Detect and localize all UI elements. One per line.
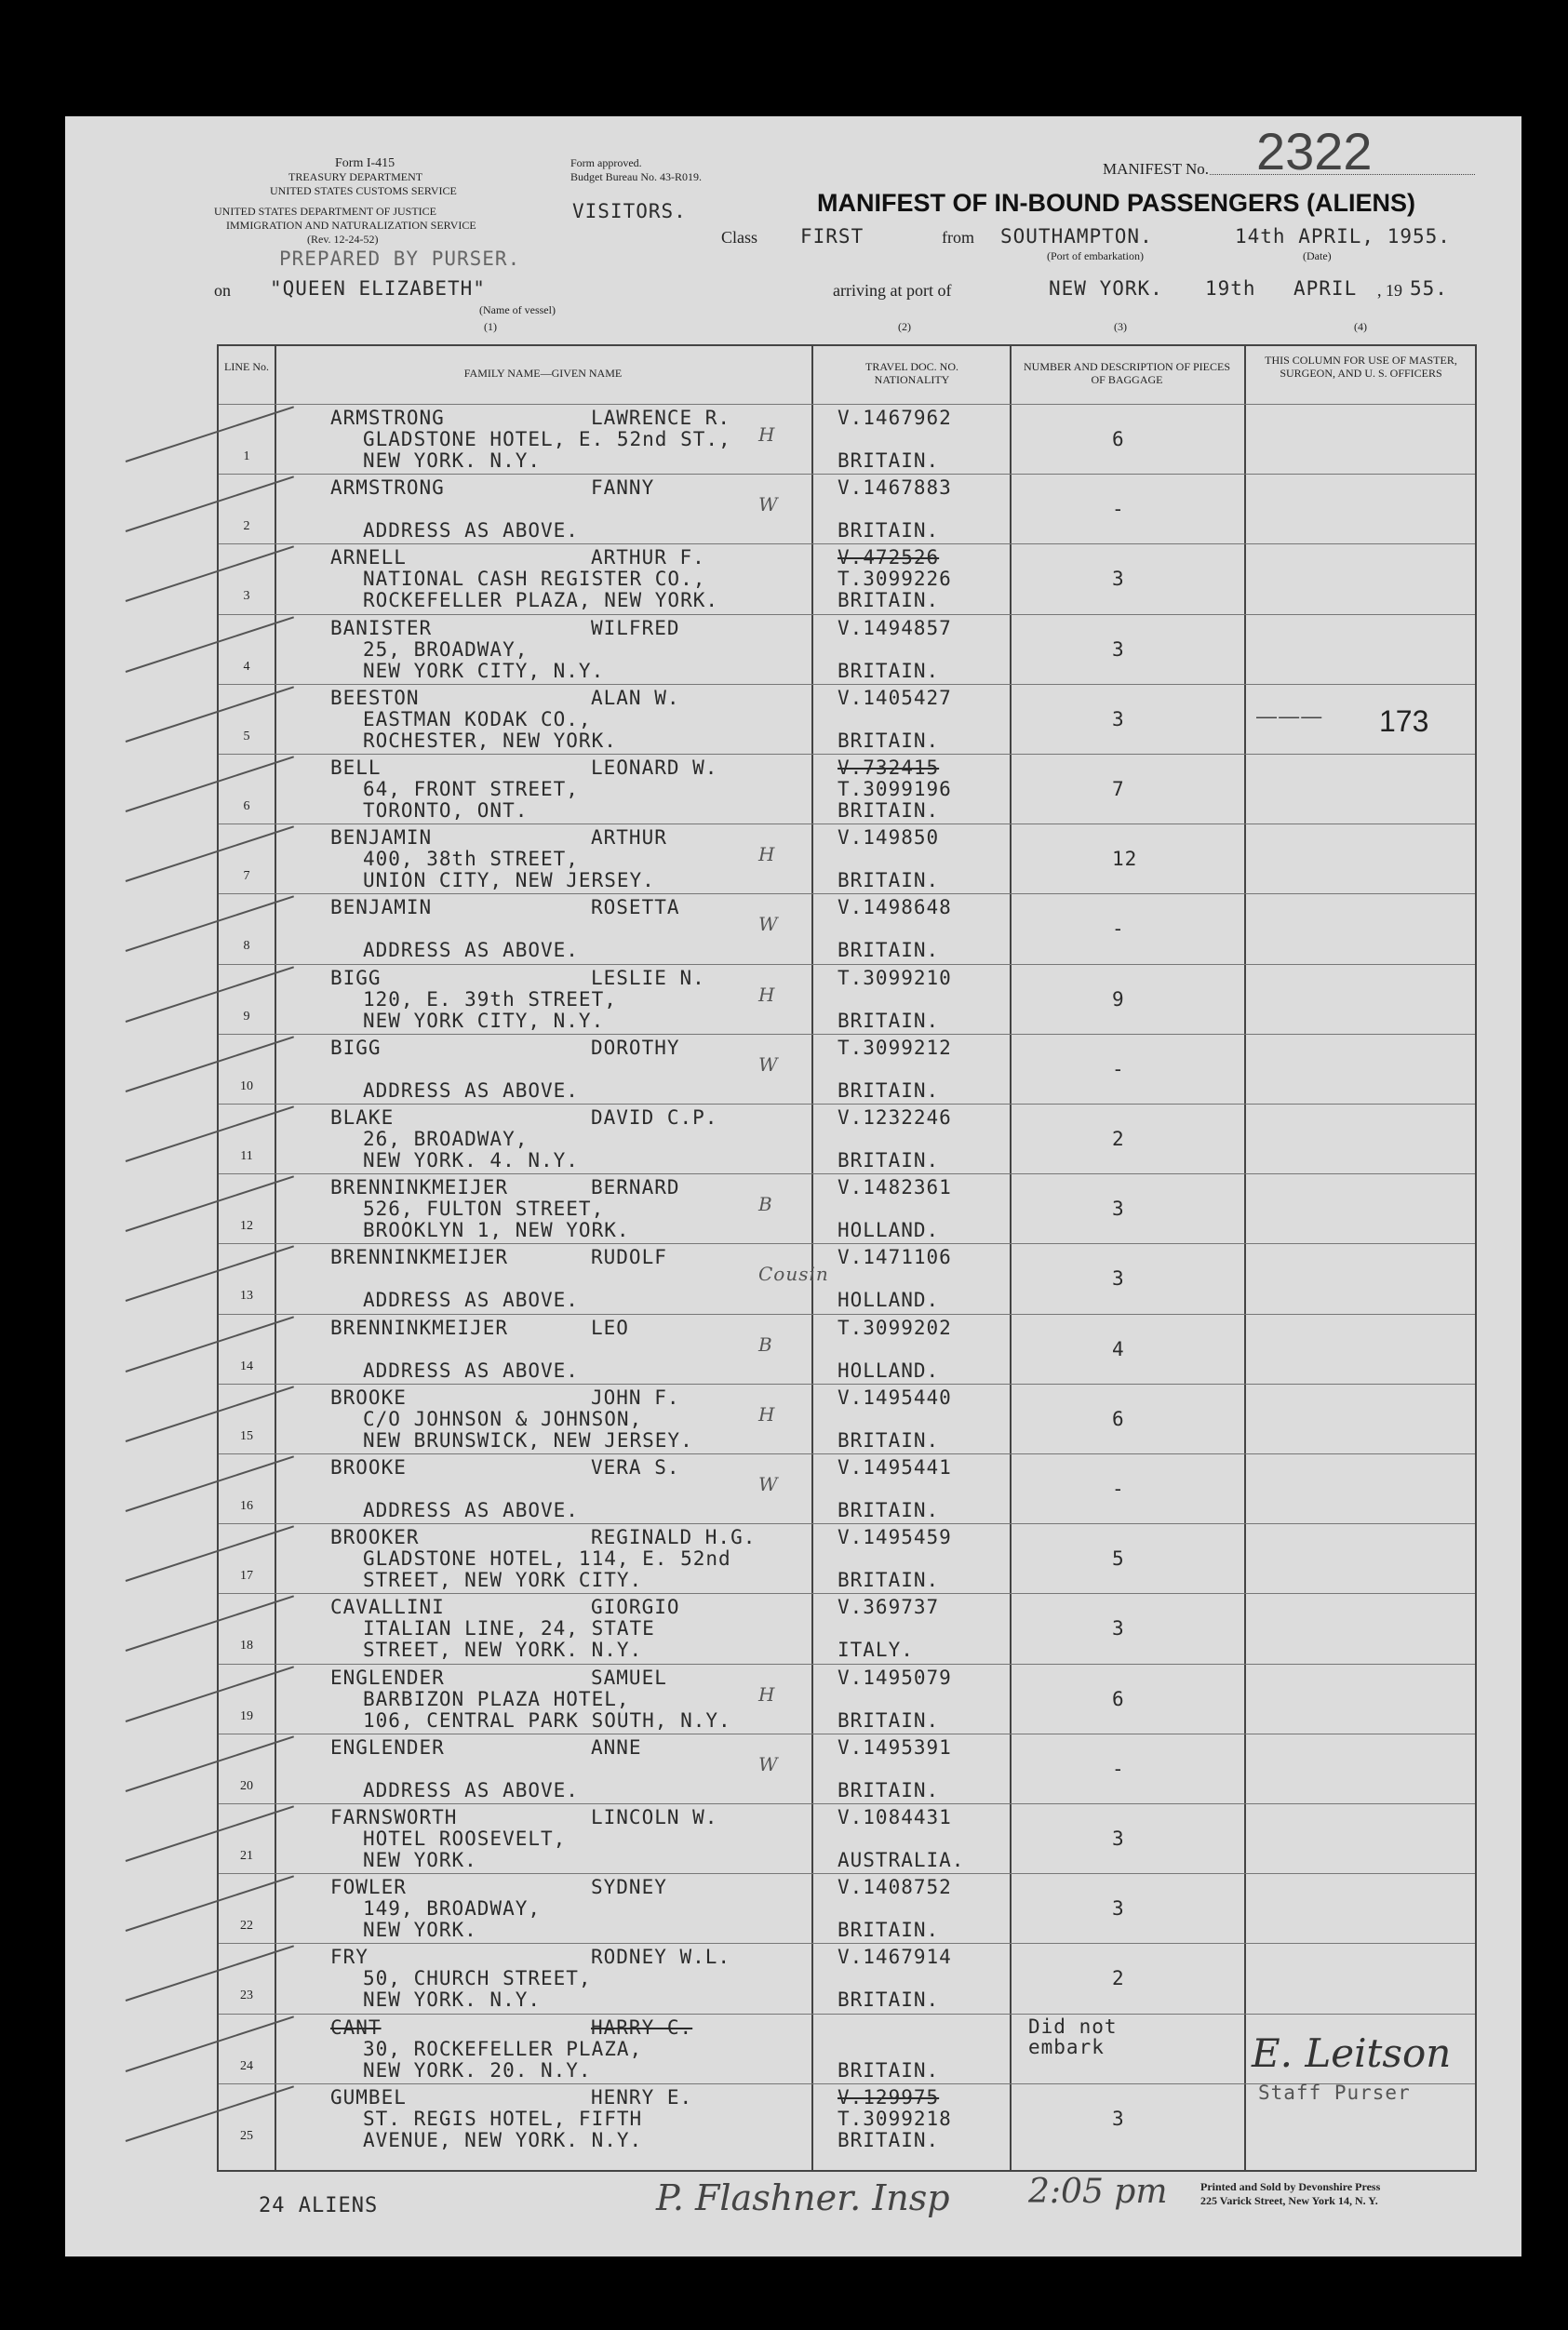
line-number: 7 bbox=[243, 869, 250, 884]
line-number: 6 bbox=[243, 799, 250, 813]
given-name: HENRY E. bbox=[591, 2085, 693, 2109]
dept-immigration: IMMIGRATION AND NATURALIZATION SERVICE bbox=[226, 219, 476, 232]
nationality: HOLLAND. bbox=[838, 1289, 940, 1312]
line-number: 24 bbox=[240, 2058, 253, 2073]
given-name: FANNY bbox=[591, 476, 655, 500]
handwritten-note: B bbox=[758, 1332, 773, 1356]
travel-doc-1: V.1495440 bbox=[838, 1386, 952, 1409]
family-name: BROOKE bbox=[330, 1386, 407, 1409]
arrival-day: 19th bbox=[1205, 277, 1256, 300]
nationality: BRITAIN. bbox=[838, 659, 940, 682]
col-num-4: (4) bbox=[1354, 320, 1367, 333]
arriving-label: arriving at port of bbox=[833, 281, 952, 300]
family-name: BENJAMIN bbox=[330, 896, 433, 919]
nationality: BRITAIN. bbox=[838, 1569, 940, 1592]
address-line-2: ADDRESS AS ABOVE. bbox=[363, 1289, 579, 1312]
dept-customs: UNITED STATES CUSTOMS SERVICE bbox=[270, 184, 457, 197]
address-line-2: ADDRESS AS ABOVE. bbox=[363, 519, 579, 542]
manifest-number: 2322 bbox=[1256, 122, 1373, 181]
handwritten-note: Cousin bbox=[758, 1263, 829, 1286]
inspector-signature: P. Flashner. Insp bbox=[656, 2177, 950, 2218]
table-row bbox=[219, 754, 1475, 824]
given-name: WILFRED bbox=[591, 616, 680, 639]
given-name: SAMUEL bbox=[591, 1666, 667, 1689]
table-row bbox=[219, 964, 1475, 1035]
line-number: 21 bbox=[240, 1849, 253, 1863]
table-row bbox=[219, 1453, 1475, 1524]
given-name: GIORGIO bbox=[591, 1596, 680, 1619]
baggage-count: 2 bbox=[1112, 1128, 1125, 1150]
family-name: BANISTER bbox=[330, 616, 433, 639]
address-line-1: C/O JOHNSON & JOHNSON, bbox=[363, 1407, 643, 1430]
nationality: BRITAIN. bbox=[838, 1778, 940, 1801]
given-name: DAVID C.P. bbox=[591, 1106, 718, 1129]
address-line-2: ROCKEFELLER PLAZA, NEW YORK. bbox=[363, 589, 719, 612]
table-row bbox=[219, 1803, 1475, 1874]
form-approved: Form approved. bbox=[570, 156, 642, 169]
handwritten-note: H bbox=[758, 983, 776, 1006]
nationality: BRITAIN. bbox=[838, 799, 940, 822]
address-line-2: TORONTO, ONT. bbox=[363, 799, 529, 822]
class-label: Class bbox=[721, 228, 758, 247]
address-line-1: GLADSTONE HOTEL, 114, E. 52nd bbox=[363, 1547, 731, 1571]
address-line-2: ADDRESS AS ABOVE. bbox=[363, 1778, 579, 1801]
baggage-count: 6 bbox=[1112, 1407, 1125, 1430]
nationality: BRITAIN. bbox=[838, 2058, 940, 2082]
travel-doc-2: T.3099226 bbox=[838, 568, 952, 591]
travel-doc-1: V.472526 bbox=[838, 546, 940, 569]
arrival-year: 55. bbox=[1410, 277, 1448, 300]
handwritten-note: W bbox=[758, 913, 779, 936]
family-name: CANT bbox=[330, 2015, 382, 2039]
address-line-2: ADDRESS AS ABOVE. bbox=[363, 1078, 579, 1102]
baggage-count: 12 bbox=[1112, 848, 1138, 871]
line-number: 16 bbox=[240, 1499, 253, 1513]
embarkation-date: 14th APRIL, 1955. bbox=[1235, 225, 1451, 248]
address-line-2: ADDRESS AS ABOVE. bbox=[363, 1359, 579, 1382]
address-line-2: ADDRESS AS ABOVE. bbox=[363, 939, 579, 962]
table-row bbox=[219, 1034, 1475, 1105]
baggage-count: 9 bbox=[1112, 987, 1125, 1011]
nationality: ITALY. bbox=[838, 1639, 914, 1662]
address-line-2: NEW YORK CITY, N.Y. bbox=[363, 659, 605, 682]
given-name: ARTHUR bbox=[591, 826, 667, 850]
header-travel-doc: TRAVEL DOC. NO. NATIONALITY bbox=[864, 360, 958, 386]
travel-doc-1: V.1471106 bbox=[838, 1246, 952, 1269]
nationality: BRITAIN. bbox=[838, 1009, 940, 1032]
line-number: 23 bbox=[240, 1989, 253, 2003]
header-name: FAMILY NAME—GIVEN NAME bbox=[463, 367, 623, 380]
travel-doc-1: T.3099212 bbox=[838, 1036, 952, 1059]
travel-doc-1: V.1494857 bbox=[838, 616, 952, 639]
address-line-1: HOTEL ROOSEVELT, bbox=[363, 1828, 567, 1850]
form-revision: (Rev. 12-24-52) bbox=[307, 233, 379, 246]
form-number: Form I-415 bbox=[335, 156, 395, 170]
table-row bbox=[219, 1173, 1475, 1244]
arrival-year-prefix: , 19 bbox=[1377, 281, 1402, 300]
line-number: 5 bbox=[243, 729, 250, 743]
table-row bbox=[219, 1243, 1475, 1314]
address-line-1: 50, CHURCH STREET, bbox=[363, 1967, 592, 1990]
nationality: BRITAIN. bbox=[838, 1078, 940, 1102]
family-name: BROOKE bbox=[330, 1456, 407, 1479]
printer-line-1: Printed and Sold by Devonshire Press bbox=[1200, 2180, 1381, 2193]
line-number: 9 bbox=[243, 1009, 250, 1024]
handwritten-note: B bbox=[758, 1193, 773, 1216]
officer-mark: 173 bbox=[1379, 704, 1429, 738]
nationality: HOLLAND. bbox=[838, 1359, 940, 1382]
travel-doc-1: V.1467883 bbox=[838, 476, 952, 500]
nationality: BRITAIN. bbox=[838, 589, 940, 612]
handwritten-note: H bbox=[758, 423, 776, 446]
given-name: LAWRENCE R. bbox=[591, 407, 731, 429]
on-label: on bbox=[214, 281, 231, 300]
nationality: BRITAIN. bbox=[838, 1989, 940, 2012]
table-row bbox=[219, 1873, 1475, 1944]
family-name: BIGG bbox=[330, 1036, 382, 1059]
line-number: 1 bbox=[243, 449, 250, 463]
line-number: 15 bbox=[240, 1428, 253, 1443]
travel-doc-1: V.129975 bbox=[838, 2085, 940, 2109]
address-line-2: STREET, NEW YORK. N.Y. bbox=[363, 1639, 643, 1662]
arrival-month: APRIL bbox=[1293, 277, 1358, 300]
line-number: 10 bbox=[240, 1078, 253, 1093]
header-line-no: LINE No. bbox=[224, 360, 269, 373]
travel-doc-1: T.3099210 bbox=[838, 966, 952, 989]
given-name: BERNARD bbox=[591, 1176, 680, 1199]
family-name: ARMSTRONG bbox=[330, 476, 445, 500]
travel-doc-1: V.1495441 bbox=[838, 1456, 952, 1479]
baggage-count: - bbox=[1112, 498, 1125, 521]
dept-treasury: TREASURY DEPARTMENT bbox=[288, 170, 423, 183]
travel-doc-1: V.1232246 bbox=[838, 1106, 952, 1129]
family-name: BENJAMIN bbox=[330, 826, 433, 850]
baggage-count: 3 bbox=[1112, 2107, 1125, 2130]
nationality: BRITAIN. bbox=[838, 939, 940, 962]
nationality: BRITAIN. bbox=[838, 449, 940, 472]
passenger-table bbox=[217, 344, 1477, 2172]
nationality: BRITAIN. bbox=[838, 1919, 940, 1942]
handwritten-note: H bbox=[758, 843, 776, 866]
given-name: ALAN W. bbox=[591, 686, 680, 709]
nationality: AUSTRALIA. bbox=[838, 1849, 965, 1871]
table-row bbox=[219, 1314, 1475, 1385]
given-name: VERA S. bbox=[591, 1456, 680, 1479]
nationality: BRITAIN. bbox=[838, 1499, 940, 1521]
baggage-count: 2 bbox=[1112, 1967, 1125, 1990]
embarkation-port: SOUTHAMPTON. bbox=[1000, 225, 1153, 248]
address-line-2: NEW YORK. bbox=[363, 1919, 477, 1942]
travel-doc-1: V.369737 bbox=[838, 1596, 940, 1619]
address-line-2: NEW YORK. 4. N.Y. bbox=[363, 1149, 579, 1172]
address-line-2: 106, CENTRAL PARK SOUTH, N.Y. bbox=[363, 1708, 731, 1732]
travel-doc-1: V.732415 bbox=[838, 757, 940, 779]
handwritten-note: W bbox=[758, 493, 779, 516]
baggage-count: 7 bbox=[1112, 778, 1125, 800]
address-line-1: 526, FULTON STREET, bbox=[363, 1198, 605, 1221]
family-name: BRENNINKMEIJER bbox=[330, 1316, 509, 1339]
address-line-2: NEW YORK. bbox=[363, 1849, 477, 1871]
line-number: 12 bbox=[240, 1219, 253, 1234]
travel-doc-1: V.1467962 bbox=[838, 407, 952, 429]
given-name: SYDNEY bbox=[591, 1876, 667, 1899]
given-name: DOROTHY bbox=[591, 1036, 680, 1059]
baggage-count: 3 bbox=[1112, 1828, 1125, 1850]
class-value: FIRST bbox=[800, 225, 864, 248]
family-name: BEESTON bbox=[330, 686, 420, 709]
address-line-1: 26, BROADWAY, bbox=[363, 1128, 529, 1150]
table-row bbox=[219, 824, 1475, 894]
family-name: BRENNINKMEIJER bbox=[330, 1246, 509, 1269]
travel-doc-1: V.1482361 bbox=[838, 1176, 952, 1199]
vessel-name: "QUEEN ELIZABETH" bbox=[270, 277, 486, 300]
baggage-count: Did not embark bbox=[1028, 2015, 1118, 2058]
address-line-1: 120, E. 39th STREET, bbox=[363, 987, 617, 1011]
address-line-1: BARBIZON PLAZA HOTEL, bbox=[363, 1687, 630, 1710]
address-line-1: 400, 38th STREET, bbox=[363, 848, 579, 871]
line-number: 4 bbox=[243, 659, 250, 674]
page-title: MANIFEST OF IN-BOUND PASSENGERS (ALIENS) bbox=[817, 189, 1416, 217]
baggage-count: 6 bbox=[1112, 1687, 1125, 1710]
family-name: BIGG bbox=[330, 966, 382, 989]
nationality: BRITAIN. bbox=[838, 1708, 940, 1732]
line-number: 11 bbox=[240, 1149, 253, 1163]
date-caption: (Date) bbox=[1303, 249, 1332, 262]
family-name: ENGLENDER bbox=[330, 1666, 445, 1689]
travel-doc-1: V.149850 bbox=[838, 826, 940, 850]
address-line-2: NEW YORK. 20. N.Y. bbox=[363, 2058, 592, 2082]
port-embarkation-caption: (Port of embarkation) bbox=[1047, 249, 1144, 262]
purser-title: Staff Purser bbox=[1258, 2082, 1411, 2104]
vessel-caption: (Name of vessel) bbox=[479, 303, 556, 316]
purser-signature: E. Leitson bbox=[1252, 2030, 1452, 2076]
line-number: 22 bbox=[240, 1919, 253, 1934]
travel-doc-1: V.1408752 bbox=[838, 1876, 952, 1899]
arrival-port: NEW YORK. bbox=[1049, 277, 1163, 300]
family-name: ARNELL bbox=[330, 546, 407, 569]
header-officers: THIS COLUMN FOR USE OF MASTER, SURGEON, AND U. S. OFFICERS bbox=[1265, 354, 1457, 380]
table-row bbox=[219, 543, 1475, 614]
officer-stamp-marks: — — — bbox=[1256, 704, 1320, 728]
manifest-number-line bbox=[1210, 174, 1475, 176]
address-line-2: NEW YORK. N.Y. bbox=[363, 1989, 542, 2012]
header-baggage: NUMBER AND DESCRIPTION OF PIECES OF BAGGAGE bbox=[1023, 360, 1231, 386]
given-name: LEONARD W. bbox=[591, 757, 718, 779]
baggage-count: 3 bbox=[1112, 1198, 1125, 1221]
family-name: BRENNINKMEIJER bbox=[330, 1176, 509, 1199]
baggage-count: - bbox=[1112, 1478, 1125, 1500]
address-line-2: AVENUE, NEW YORK. N.Y. bbox=[363, 2128, 643, 2151]
given-name: REGINALD H.G. bbox=[591, 1526, 757, 1549]
address-line-1: EASTMAN KODAK CO., bbox=[363, 707, 592, 730]
manifest-number-label: MANIFEST No. bbox=[1103, 160, 1209, 178]
col-num-1: (1) bbox=[484, 320, 497, 333]
family-name: FARNSWORTH bbox=[330, 1806, 458, 1828]
family-name: CAVALLINI bbox=[330, 1596, 445, 1619]
handwritten-note: H bbox=[758, 1402, 776, 1426]
given-name: ROSETTA bbox=[591, 896, 680, 919]
nationality: BRITAIN. bbox=[838, 1428, 940, 1452]
baggage-count: - bbox=[1112, 917, 1125, 941]
baggage-count: 3 bbox=[1112, 1617, 1125, 1640]
baggage-count: 3 bbox=[1112, 637, 1125, 661]
baggage-count: 4 bbox=[1112, 1337, 1125, 1360]
address-line-2: ROCHESTER, NEW YORK. bbox=[363, 729, 617, 752]
handwritten-note: W bbox=[758, 1752, 779, 1775]
address-line-2: UNION CITY, NEW JERSEY. bbox=[363, 869, 655, 892]
line-number: 13 bbox=[240, 1289, 253, 1304]
family-name: GUMBEL bbox=[330, 2085, 407, 2109]
address-line-1: 30, ROCKEFELLER PLAZA, bbox=[363, 2037, 643, 2060]
nationality: BRITAIN. bbox=[838, 1149, 940, 1172]
line-number: 20 bbox=[240, 1778, 253, 1793]
nationality: BRITAIN. bbox=[838, 729, 940, 752]
family-name: BELL bbox=[330, 757, 382, 779]
handwritten-note: W bbox=[758, 1473, 779, 1495]
line-number: 3 bbox=[243, 589, 250, 604]
nationality: BRITAIN. bbox=[838, 869, 940, 892]
table-row bbox=[219, 474, 1475, 544]
address-line-2: STREET, NEW YORK CITY. bbox=[363, 1569, 643, 1592]
address-line-1: 64, FRONT STREET, bbox=[363, 778, 579, 800]
travel-doc-1: V.1495459 bbox=[838, 1526, 952, 1549]
table-row bbox=[219, 614, 1475, 685]
table-row bbox=[219, 1593, 1475, 1664]
address-line-2: ADDRESS AS ABOVE. bbox=[363, 1499, 579, 1521]
handwritten-note: W bbox=[758, 1052, 779, 1076]
family-name: BLAKE bbox=[330, 1106, 395, 1129]
address-line-1: 25, BROADWAY, bbox=[363, 637, 529, 661]
table-row bbox=[219, 893, 1475, 964]
address-line-2: NEW BRUNSWICK, NEW JERSEY. bbox=[363, 1428, 693, 1452]
address-line-2: NEW YORK. N.Y. bbox=[363, 449, 542, 472]
given-name: ANNE bbox=[591, 1735, 642, 1759]
given-name: RUDOLF bbox=[591, 1246, 667, 1269]
line-number: 18 bbox=[240, 1639, 253, 1654]
nationality: BRITAIN. bbox=[838, 2128, 940, 2151]
from-label: from bbox=[942, 228, 974, 247]
line-number: 2 bbox=[243, 519, 250, 534]
col-num-3: (3) bbox=[1114, 320, 1127, 333]
dept-justice: UNITED STATES DEPARTMENT OF JUSTICE bbox=[214, 205, 437, 218]
travel-doc-1: V.1495079 bbox=[838, 1666, 952, 1689]
family-name: ARMSTRONG bbox=[330, 407, 445, 429]
travel-doc-1: V.1084431 bbox=[838, 1806, 952, 1828]
handwritten-note: H bbox=[758, 1682, 776, 1706]
prepared-by: PREPARED BY PURSER. bbox=[279, 248, 521, 270]
line-number: 17 bbox=[240, 1569, 253, 1584]
given-name: LESLIE N. bbox=[591, 966, 705, 989]
travel-doc-1: V.1467914 bbox=[838, 1946, 952, 1969]
address-line-2: BROOKLYN 1, NEW YORK. bbox=[363, 1219, 630, 1242]
family-name: FRY bbox=[330, 1946, 369, 1969]
baggage-count: 3 bbox=[1112, 707, 1125, 730]
travel-doc-2: T.3099196 bbox=[838, 778, 952, 800]
printer-line-2: 225 Varick Street, New York 14, N. Y. bbox=[1200, 2194, 1378, 2207]
nationality: HOLLAND. bbox=[838, 1219, 940, 1242]
family-name: FOWLER bbox=[330, 1876, 407, 1899]
baggage-count: 5 bbox=[1112, 1547, 1125, 1571]
baggage-count: - bbox=[1112, 1057, 1125, 1080]
address-line-1: 149, BROADWAY, bbox=[363, 1897, 542, 1921]
travel-doc-1: T.3099202 bbox=[838, 1316, 952, 1339]
budget-bureau: Budget Bureau No. 43-R019. bbox=[570, 170, 702, 183]
travel-doc-2: T.3099218 bbox=[838, 2107, 952, 2130]
line-number: 14 bbox=[240, 1359, 253, 1373]
given-name: JOHN F. bbox=[591, 1386, 680, 1409]
baggage-count: 3 bbox=[1112, 568, 1125, 591]
baggage-count: 3 bbox=[1112, 1267, 1125, 1291]
alien-count: 24 ALIENS bbox=[259, 2194, 379, 2217]
address-line-1: ST. REGIS HOTEL, FIFTH bbox=[363, 2107, 643, 2130]
address-line-1: NATIONAL CASH REGISTER CO., bbox=[363, 568, 706, 591]
visitors-label: VISITORS. bbox=[572, 200, 687, 222]
inspection-time: 2:05 pm bbox=[1028, 2173, 1168, 2211]
travel-doc-1: V.1495391 bbox=[838, 1735, 952, 1759]
line-number: 25 bbox=[240, 2128, 253, 2143]
address-line-1: GLADSTONE HOTEL, E. 52nd ST., bbox=[363, 428, 731, 450]
given-name: LINCOLN W. bbox=[591, 1806, 718, 1828]
line-number: 8 bbox=[243, 939, 250, 954]
address-line-2: NEW YORK CITY, N.Y. bbox=[363, 1009, 605, 1032]
baggage-count: 6 bbox=[1112, 428, 1125, 450]
given-name: ARTHUR F. bbox=[591, 546, 705, 569]
table-row bbox=[219, 1104, 1475, 1174]
table-row bbox=[219, 1664, 1475, 1734]
given-name: RODNEY W.L. bbox=[591, 1946, 731, 1969]
given-name: LEO bbox=[591, 1316, 629, 1339]
baggage-count: 3 bbox=[1112, 1897, 1125, 1921]
baggage-count: - bbox=[1112, 1757, 1125, 1780]
table-row bbox=[219, 1943, 1475, 2014]
travel-doc-1: V.1498648 bbox=[838, 896, 952, 919]
family-name: BROOKER bbox=[330, 1526, 420, 1549]
table-row bbox=[219, 1523, 1475, 1594]
travel-doc-1: V.1405427 bbox=[838, 686, 952, 709]
table-row bbox=[219, 1384, 1475, 1454]
given-name: HARRY C. bbox=[591, 2015, 693, 2039]
address-line-1: ITALIAN LINE, 24, STATE bbox=[363, 1617, 655, 1640]
table-row bbox=[219, 404, 1475, 475]
col-num-2: (2) bbox=[898, 320, 911, 333]
nationality: BRITAIN. bbox=[838, 519, 940, 542]
family-name: ENGLENDER bbox=[330, 1735, 445, 1759]
line-number: 19 bbox=[240, 1708, 253, 1723]
table-row bbox=[219, 1734, 1475, 1804]
